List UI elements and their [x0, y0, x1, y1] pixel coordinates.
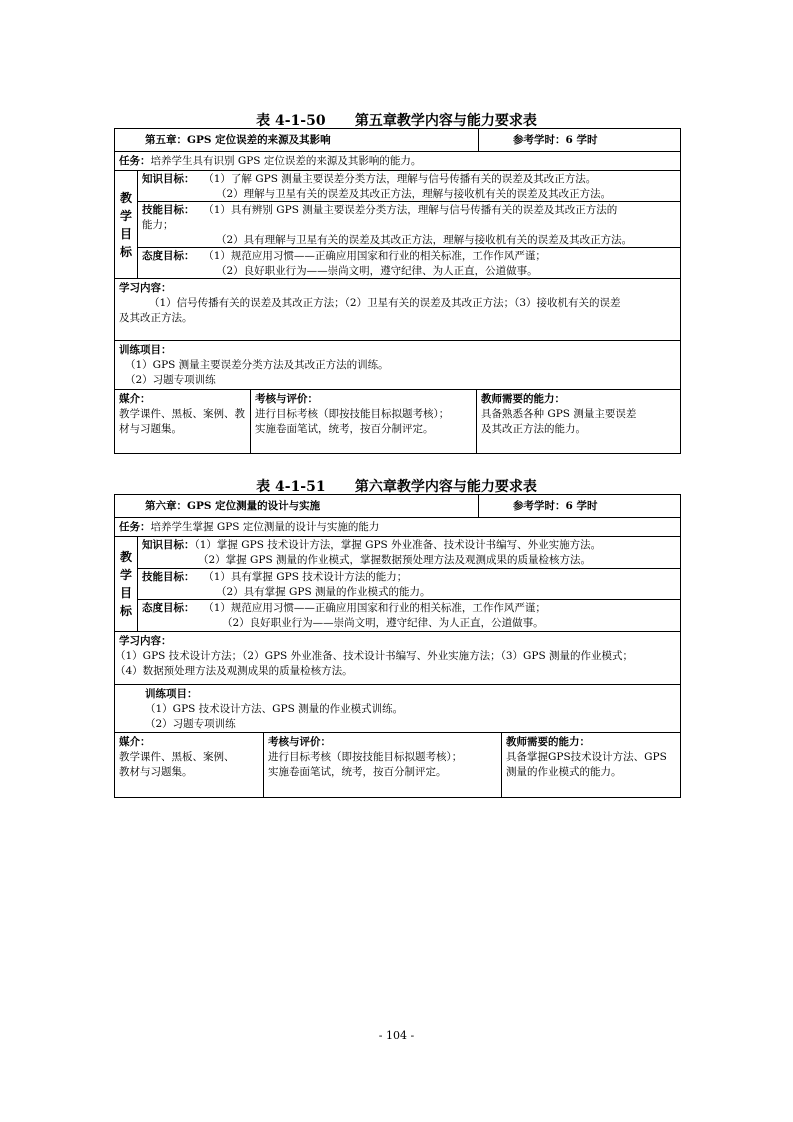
table2-content-row — [115, 631, 680, 684]
media-label: 媒介： — [119, 736, 151, 748]
content-line: （1）GPS 技术设计方法；（2）GPS 外业准备、技术设计书编写、外业实施方法；（3）GPS 测量的作业模式； — [115, 650, 633, 662]
attitude-line: （1）规范应用习惯——正确应用国家和行业的相关标准，工作作风严谨； — [208, 602, 546, 614]
skill-line: （1）具有辨别 GPS 测量主要误差分类方法，理解与信号传播有关的误差及其改正方法的 — [208, 204, 618, 216]
assessment-label: 考核与评价： — [268, 736, 331, 748]
side-char: 标 — [119, 604, 132, 618]
teacher-ability-line: 及其改正方法的能力。 — [481, 423, 586, 435]
training-label: 训练项目： — [145, 688, 198, 700]
training-line: （1）GPS 测量主要误差分类方法及其改正方法的训练。 — [125, 359, 389, 371]
skill-label: 技能目标： — [142, 204, 195, 216]
table1-content-row — [115, 278, 680, 340]
table1-task-label: 任务： — [119, 155, 151, 167]
table2-goals-side-label — [115, 537, 138, 631]
teacher-ability-label: 教师需要的能力： — [481, 393, 565, 405]
skill-line: （2）具有理解与卫星有关的误差及其改正方法，理解与接收机有关的误差及其改正方法。 — [216, 234, 633, 246]
side-char: 学 — [119, 568, 132, 582]
teacher-ability-label: 教师需要的能力： — [506, 736, 590, 748]
table2-task-row — [115, 517, 680, 536]
table1-task-text: 培养学生具有识别 GPS 定位误差的来源及其影响的能力。 — [150, 155, 422, 167]
table2-goals — [115, 536, 680, 631]
skill-line: （2）具有掌握 GPS 测量的作业模式的能力。 — [216, 586, 431, 598]
content-label: 学习内容： — [119, 282, 172, 294]
assessment-line: 实施卷面笔试，统考，按百分制评定。 — [255, 423, 434, 435]
content-line: （1）信号传播有关的误差及其改正方法；（2）卫星有关的误差及其改正方法；（3）接收机有关的误差 — [149, 297, 621, 309]
media-line: 材与习题集。 — [119, 423, 182, 435]
content-line: 及其改正方法。 — [119, 312, 193, 324]
table1-skill-goal — [138, 201, 680, 247]
table1-title: 表 4-1-50 第五章教学内容与能力要求表 — [256, 113, 537, 129]
attitude-label: 态度目标： — [142, 250, 195, 262]
table2-title: 表 4-1-51 第六章教学内容与能力要求表 — [256, 479, 537, 495]
skill-line: 能力； — [142, 219, 174, 231]
assessment-line: 进行目标考核（即按技能目标拟题考核）； — [255, 408, 450, 420]
attitude-line: （2）良好职业行为——崇尚文明，遵守纪律、为人正直，公道做事。 — [222, 617, 544, 629]
table2-hours: 参考学时：6 学时 — [513, 500, 598, 512]
teacher-ability-line: 具备熟悉各种 GPS 测量主要误差 — [481, 408, 637, 420]
knowledge-line: （1）了解 GPS 测量主要误差分类方法，理解与信号传播有关的误差及其改正方法。 — [208, 173, 597, 185]
table1-training-row — [115, 340, 680, 389]
attitude-line: （1）规范应用习惯——正确应用国家和行业的相关标准，工作作风严谨； — [208, 250, 546, 262]
content-line: （4）数据预处理方法及观测成果的质量检核方法。 — [115, 665, 353, 677]
side-char: 教 — [119, 190, 132, 205]
training-line: （2）习题专项训练 — [145, 718, 236, 730]
table2-bottom-row — [115, 732, 680, 797]
table1-bottom-row — [115, 389, 680, 453]
table1-goals-side-label — [115, 171, 138, 278]
teacher-ability-line: 具备掌握GPS技术设计方法、GPS — [506, 751, 667, 763]
side-char: 教 — [119, 550, 132, 564]
skill-label: 技能目标： — [142, 571, 195, 583]
knowledge-line: （2）理解与卫星有关的误差及其改正方法，理解与接收机有关的误差及其改正方法。 — [216, 188, 612, 200]
table1-attitude-goal — [138, 247, 680, 278]
attitude-label: 态度目标： — [142, 602, 195, 614]
knowledge-line: （1）掌握 GPS 技术设计方法，掌握 GPS 外业准备、技术设计书编写、外业实施方法。 — [194, 539, 602, 551]
teacher-ability-line: 测量的作业模式的能力。 — [506, 766, 622, 778]
table2-teacher-ability — [501, 733, 680, 797]
assessment-line: 实施卷面笔试，统考，按百分制评定。 — [268, 766, 447, 778]
page-number: - 104 - — [378, 1029, 415, 1042]
table2-knowledge-goal — [138, 537, 680, 568]
knowledge-line: （2）掌握 GPS 测量的作业模式，掌握数据预处理方法及观测成果的质量检核方法。 — [198, 554, 591, 566]
media-label: 媒介： — [119, 393, 151, 405]
knowledge-label: 知识目标： — [142, 539, 195, 551]
table2 — [114, 494, 681, 798]
table1-task-row — [115, 151, 680, 170]
content-label: 学习内容： — [119, 635, 172, 647]
table1-media — [115, 390, 250, 453]
table1-knowledge-goal — [138, 171, 680, 201]
skill-line: （1）具有掌握 GPS 技术设计方法的能力； — [208, 571, 408, 583]
table1-teacher-ability — [476, 390, 680, 453]
training-line: （2）习题专项训练 — [125, 374, 216, 386]
media-line: 教材与习题集。 — [119, 766, 193, 778]
assessment-label: 考核与评价： — [255, 393, 318, 405]
table1-header-row — [115, 129, 680, 151]
table2-assessment — [263, 733, 501, 797]
table2-task-text: 培养学生掌握 GPS 定位测量的设计与实施的能力 — [150, 521, 380, 533]
table1 — [114, 128, 681, 454]
table2-media — [115, 733, 263, 797]
table2-chapter: 第六章：GPS 定位测量的设计与实施 — [115, 495, 479, 517]
training-line: （1）GPS 技术设计方法、GPS 测量的作业模式训练。 — [145, 703, 404, 715]
assessment-line: 进行目标考核（即按技能目标拟题考核）； — [268, 751, 463, 763]
knowledge-label: 知识目标： — [142, 173, 195, 185]
table1-assessment — [250, 390, 476, 453]
attitude-line: （2）良好职业行为——崇尚文明，遵守纪律、为人正直，公道做事。 — [216, 265, 538, 277]
table1-hours: 参考学时：6 学时 — [513, 134, 598, 146]
table2-attitude-goal — [138, 599, 680, 631]
side-char: 学 — [119, 208, 132, 223]
table1-goals — [115, 170, 680, 278]
media-line: 教学课件、黑板、案例、教 — [119, 408, 245, 420]
training-label: 训练项目： — [119, 344, 172, 356]
table2-header-row — [115, 495, 680, 517]
table2-skill-goal — [138, 568, 680, 599]
table2-training-row — [115, 684, 680, 732]
side-char: 目 — [119, 226, 132, 241]
side-char: 标 — [119, 244, 132, 259]
table1-chapter: 第五章：GPS 定位误差的来源及其影响 — [115, 129, 479, 151]
side-char: 目 — [119, 586, 132, 600]
media-line: 教学课件、黑板、案例、 — [119, 751, 235, 763]
table2-task-label: 任务： — [119, 521, 151, 533]
